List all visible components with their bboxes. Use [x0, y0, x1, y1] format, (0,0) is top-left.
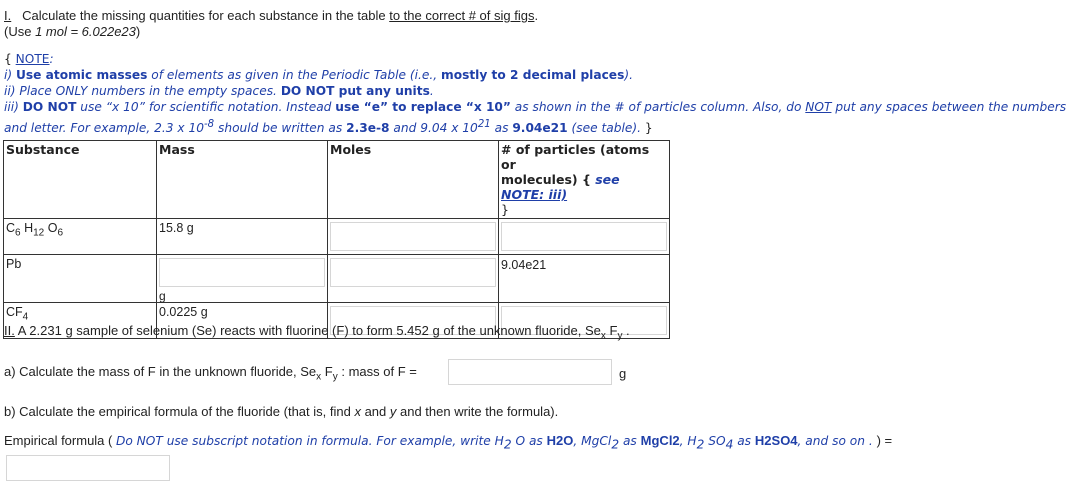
mass-unit: g: [159, 289, 166, 303]
particles-input-glucose[interactable]: [501, 222, 667, 251]
part2-heading: II. A 2.231 g sample of selenium (Se) reacts with fluorine (F) to form 5.452 g of the unknown fluoride, $Se_x$ $F_y$ .: [4, 323, 630, 342]
substance-lead: Pb: [6, 257, 22, 271]
note-header: { NOTE:: [4, 52, 54, 66]
avogadro-value: 1 mol = 6.022e23: [35, 24, 136, 39]
substance-glucose: $C_6$ $H_{12}$ $O_6$: [6, 221, 64, 239]
part1-instruction: Calculate the missing quantities for each substance in the table: [22, 8, 386, 23]
empirical-formula-input[interactable]: [6, 455, 170, 481]
note-line-4: and letter. For example, 2.3 x $10^{-8}$ should be written as 2.3e-8 and 9.04 x $10^{21}$ as 9.04e21 (see table). }: [4, 119, 653, 136]
header-moles: Moles: [330, 142, 372, 157]
note-title: NOTE: [15, 52, 50, 66]
table-header-row: [4, 141, 670, 219]
mol-hint: (Use 1 mol = 6.022e23): [4, 24, 141, 39]
table-row: [4, 255, 670, 303]
table-row: [4, 219, 670, 255]
mass-input-lead[interactable]: [159, 258, 325, 287]
moles-input-glucose[interactable]: [330, 222, 496, 251]
particles-value: 9.04e21: [501, 258, 547, 272]
part2-number: II.: [4, 323, 15, 338]
mass-of-f-unit: g: [619, 366, 627, 381]
mass-of-f-input[interactable]: [448, 359, 612, 385]
quantities-table: [3, 140, 670, 339]
note-line-1: i) Use atomic masses of elements as given in the Periodic Table (i.e., mostly to 2 decimal places).: [4, 68, 633, 82]
part1-heading: I. Calculate the missing quantities for each substance in the table to the correct # of sig figs.: [4, 8, 539, 23]
note-line-3: iii) DO NOT use “x 10” for scientific notation. Instead use “e” to replace “x 10” as shown in the # of particles column. Also, do NOT put any spaces between the numbers: [4, 100, 1066, 114]
header-particles: # of particles (atoms or molecules) { see NOTE: iii) }: [501, 142, 650, 217]
empirical-formula-label: Empirical formula ( Do NOT use subscript notation in formula. For example, write $H_2$ O as H2O, MgCl$_2$ as MgCl2, $H_2$ $SO_4$ as H2SO4, and so on . ) =: [4, 433, 893, 452]
question-a: a) Calculate the mass of F in the unknown fluoride, $Se_x$ $F_y$ : mass of F =: [4, 364, 417, 383]
substance-cf4: $CF_4$: [6, 305, 29, 323]
question-b: b) Calculate the empirical formula of the fluoride (that is, find x and y and then write the formula).: [4, 404, 559, 419]
header-substance: Substance: [6, 142, 80, 157]
moles-input-lead[interactable]: [330, 258, 496, 287]
note-iii-link[interactable]: NOTE: iii): [501, 187, 568, 202]
sig-figs-link[interactable]: to the correct # of sig figs: [389, 8, 535, 23]
note-line-2: ii) Place ONLY numbers in the empty spaces. DO NOT put any units.: [4, 84, 434, 98]
mass-value: 15.8 g: [159, 221, 194, 235]
mass-value: 0.0225 g: [159, 305, 208, 319]
part1-number: I.: [4, 8, 12, 23]
header-mass: Mass: [159, 142, 195, 157]
